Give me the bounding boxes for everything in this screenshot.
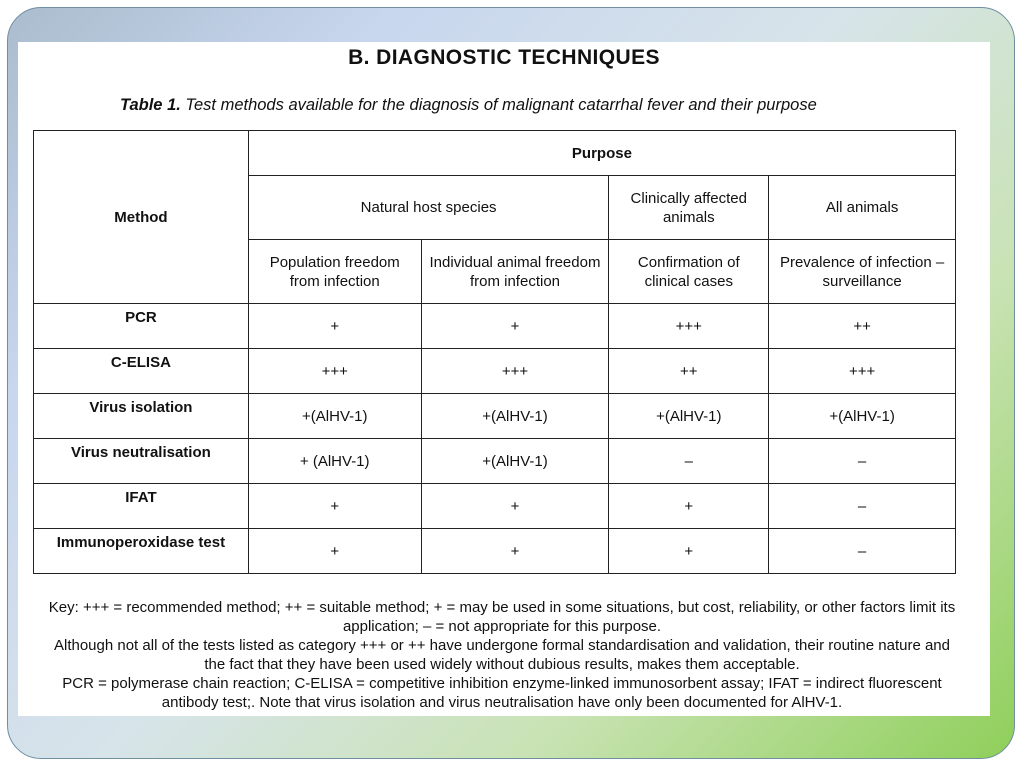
- cell-confirmation: –: [609, 439, 769, 484]
- cell-population: +: [248, 529, 421, 574]
- notes-abbreviations: PCR = polymerase chain reaction; C-ELISA = competitive inhibition enzyme-linked immunosorbent assay; IFAT = indirect fluorescent antibody test;. Note that virus isolation and virus neutralisation have only been documented for AlHV-1.: [62, 675, 942, 711]
- cell-population: +++: [248, 349, 421, 394]
- cell-prevalence: +(AlHV-1): [769, 394, 956, 439]
- purpose-header: Purpose: [248, 131, 955, 176]
- method-name: Immunoperoxidase test: [34, 529, 249, 574]
- method-name: PCR: [34, 304, 249, 349]
- cell-individual: +(AlHV-1): [421, 439, 609, 484]
- cell-prevalence: –: [769, 484, 956, 529]
- method-name: Virus isolation: [34, 394, 249, 439]
- table-caption-text: Test methods available for the diagnosis of malignant catarrhal fever and their purpose: [180, 96, 817, 114]
- table-row: [34, 439, 956, 484]
- cell-individual: +(AlHV-1): [421, 394, 609, 439]
- cell-individual: +: [421, 484, 609, 529]
- subheader-population: Population freedom from infection: [248, 240, 421, 304]
- cell-population: +(AlHV-1): [248, 394, 421, 439]
- diagnostic-methods-table: [33, 130, 956, 574]
- cell-prevalence: –: [769, 529, 956, 574]
- cell-population: +: [248, 484, 421, 529]
- table-caption: [120, 96, 817, 115]
- notes-standardisation: Although not all of the tests listed as category +++ or ++ have undergone formal standardisation and validation, their routine nature and the fact that they have been used widely without dubious results, makes them acceptable.: [53, 637, 950, 673]
- slide-content: [18, 42, 990, 716]
- method-name: C-ELISA: [34, 349, 249, 394]
- notes-key: Key: +++ = recommended method; ++ = suitable method; + = may be used in some situations, but cost, reliability, or other factors limit its application; – = not appropriate for this purpose.: [48, 599, 956, 635]
- cell-individual: +: [421, 529, 609, 574]
- method-header: Method: [34, 131, 249, 304]
- table-row: [34, 349, 956, 394]
- subheader-prevalence: Prevalence of infection – surveillance: [769, 240, 956, 304]
- table-notes: [42, 598, 962, 712]
- method-name: IFAT: [34, 484, 249, 529]
- table-row: [34, 484, 956, 529]
- group-clinical: Clinically affected animals: [609, 176, 769, 240]
- table-row: [34, 394, 956, 439]
- cell-population: +: [248, 304, 421, 349]
- cell-prevalence: –: [769, 439, 956, 484]
- cell-prevalence: +++: [769, 349, 956, 394]
- section-heading: B. DIAGNOSTIC TECHNIQUES: [348, 46, 660, 69]
- cell-population: + (AlHV-1): [248, 439, 421, 484]
- table-header-row: [34, 131, 956, 176]
- cell-confirmation: +: [609, 484, 769, 529]
- cell-confirmation: +++: [609, 304, 769, 349]
- method-name: Virus neutralisation: [34, 439, 249, 484]
- cell-confirmation: +(AlHV-1): [609, 394, 769, 439]
- group-all-animals: All animals: [769, 176, 956, 240]
- table-row: [34, 304, 956, 349]
- cell-individual: +: [421, 304, 609, 349]
- table-row: [34, 529, 956, 574]
- subheader-individual: Individual animal freedom from infection: [421, 240, 609, 304]
- cell-confirmation: +: [609, 529, 769, 574]
- group-natural-host: Natural host species: [248, 176, 609, 240]
- table-caption-label: Table 1.: [120, 96, 181, 114]
- cell-confirmation: ++: [609, 349, 769, 394]
- subheader-confirmation: Confirmation of clinical cases: [609, 240, 769, 304]
- cell-individual: +++: [421, 349, 609, 394]
- cell-prevalence: ++: [769, 304, 956, 349]
